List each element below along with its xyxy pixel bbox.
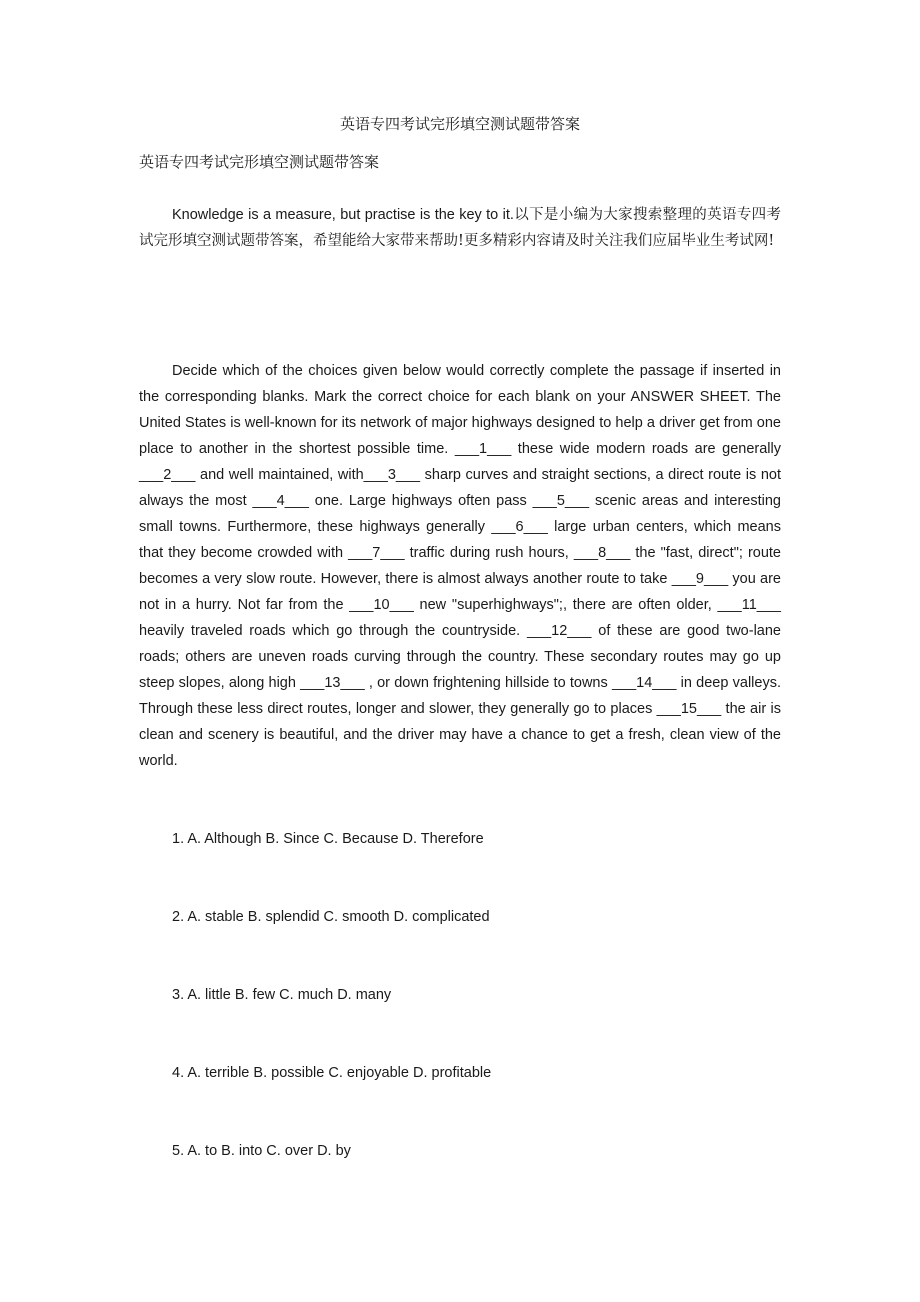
- document-title: 英语专四考试完形填空测试题带答案: [339, 115, 580, 133]
- cloze-passage: Decide which of the choices given below would correctly complete the passage if inserted in the corresponding blanks. Mark the correct choice for each blank on your ANSWER SHEET. The United States is well-known for its network of major highways designed to help a driver get from one place to another in the shortest possible time. ___1___ these wide modern roads are generally ___2___ and well maintained, with___3___ sharp curves and straight sections, a direct route is not always the most ___4___ one. Large highways often pass ___5___ scenic areas and interesting small towns. Furthermore, these highways generally ___6___ large urban centers, which means that they become crowded with ___7___ traffic during rush hours, ___8___ the "fast, direct"; route becomes a very slow route. However, there is almost always another route to take ___9___ you are not in a hurry. Not far from the ___10___ new "superhighways";, there are often older, ___11___ heavily traveled roads which go through the countryside. ___12___ of these are good two-lane roads; others are uneven roads curving through the country. These secondary routes may go up steep slopes, along high ___13___ , or down frightening hillside to towns ___14___ in deep valleys. Through these less direct routes, longer and slower, they generally go to places ___15___ the air is clean and scenery is beautiful, and the driver may have a chance to get a fresh, clean view of the world.: [139, 363, 781, 769]
- intro-paragraph: [139, 202, 781, 254]
- document-subtitle: 英语专四考试完形填空测试题带答案: [139, 153, 380, 171]
- question-2: 2. A. stable B. splendid C. smooth D. complicated: [172, 909, 490, 925]
- question-1: 1. A. Although B. Since C. Because D. Therefore: [172, 831, 484, 847]
- intro-chinese-text: 以下是小编为大家搜索整理的英语专四考试完形填空测试题带答案，希望能给大家带来帮助!更多精彩内容请及时关注我们应届毕业生考试网!: [139, 207, 782, 249]
- intro-english-sentence: Knowledge is a measure, but practise is the key to it.: [172, 207, 514, 223]
- question-3: 3. A. little B. few C. much D. many: [172, 987, 392, 1003]
- question-4: 4. A. terrible B. possible C. enjoyable D. profitable: [172, 1065, 492, 1081]
- question-5: 5. A. to B. into C. over D. by: [172, 1143, 351, 1159]
